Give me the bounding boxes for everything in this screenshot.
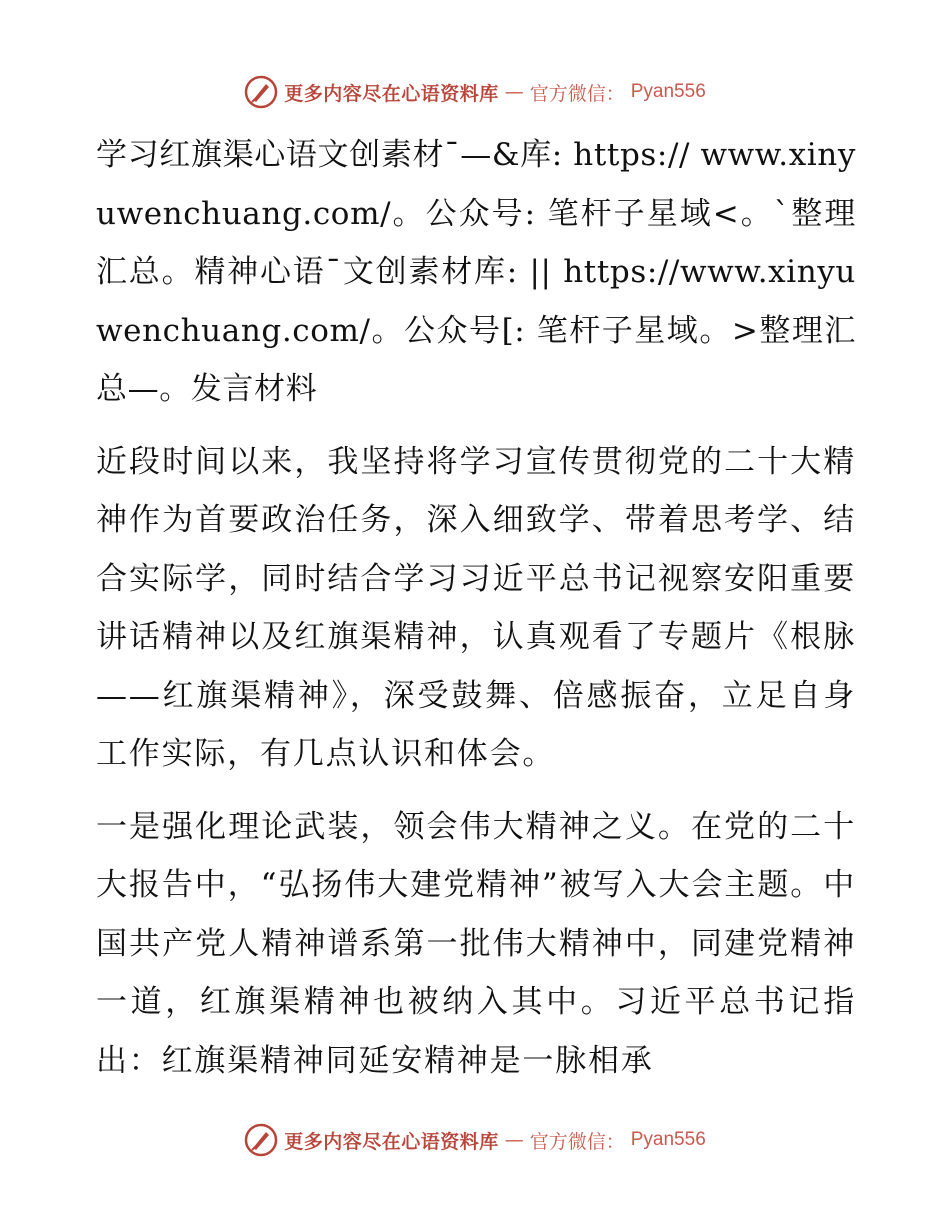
quill-pen-icon (244, 1123, 278, 1157)
quill-pen-icon (244, 75, 278, 109)
banner-dash: — (504, 81, 524, 103)
document-body (96, 126, 856, 1104)
paragraph-intro: 学习红旗渠心语文创素材¯—&库: https:// www.xinyuwenchuang.com/。公众号: 笔杆子星域<。`整理汇总。精神心语¯文创素材库: || https://www.xinyuwenchuang.com/。公众号[: 笔杆子星域。>整理汇总—。发言材料 (96, 137, 856, 407)
banner-main-text: 更多内容尽在心语资料库 (284, 82, 499, 105)
banner-wechat-id: Pyan556 (630, 81, 706, 102)
paragraph-overview: 近段时间以来，我坚持将学习宣传贯彻党的二十大精神作为首要政治任务，深入细致学、带着思考学、结合实际学，同时结合学习习近平总书记视察安阳重要讲话精神以及红旗渠精神，认真观看了专题片《根脉——红旗渠精神》，深受鼓舞、倍感振奋，立足自身工作实际，有几点认识和体会。 (96, 443, 856, 772)
banner-label: 官方微信： (529, 82, 625, 105)
footer-watermark-banner (0, 1120, 950, 1160)
banner-wechat-id: Pyan556 (630, 1129, 706, 1150)
banner-dash: — (504, 1129, 524, 1151)
banner-main-text: 更多内容尽在心语资料库 (284, 1130, 499, 1153)
header-watermark-banner (0, 72, 950, 112)
banner-label: 官方微信： (529, 1130, 625, 1153)
paragraph-point-one: 一是强化理论武装，领会伟大精神之义。在党的二十大报告中，“弘扬伟大建党精神”被写入大会主题。中国共产党人精神谱系第一批伟大精神中，同建党精神一道，红旗渠精神也被纳入其中。习近平总书记指出：红旗渠精神同延安精神是一脉相承 (96, 808, 856, 1079)
